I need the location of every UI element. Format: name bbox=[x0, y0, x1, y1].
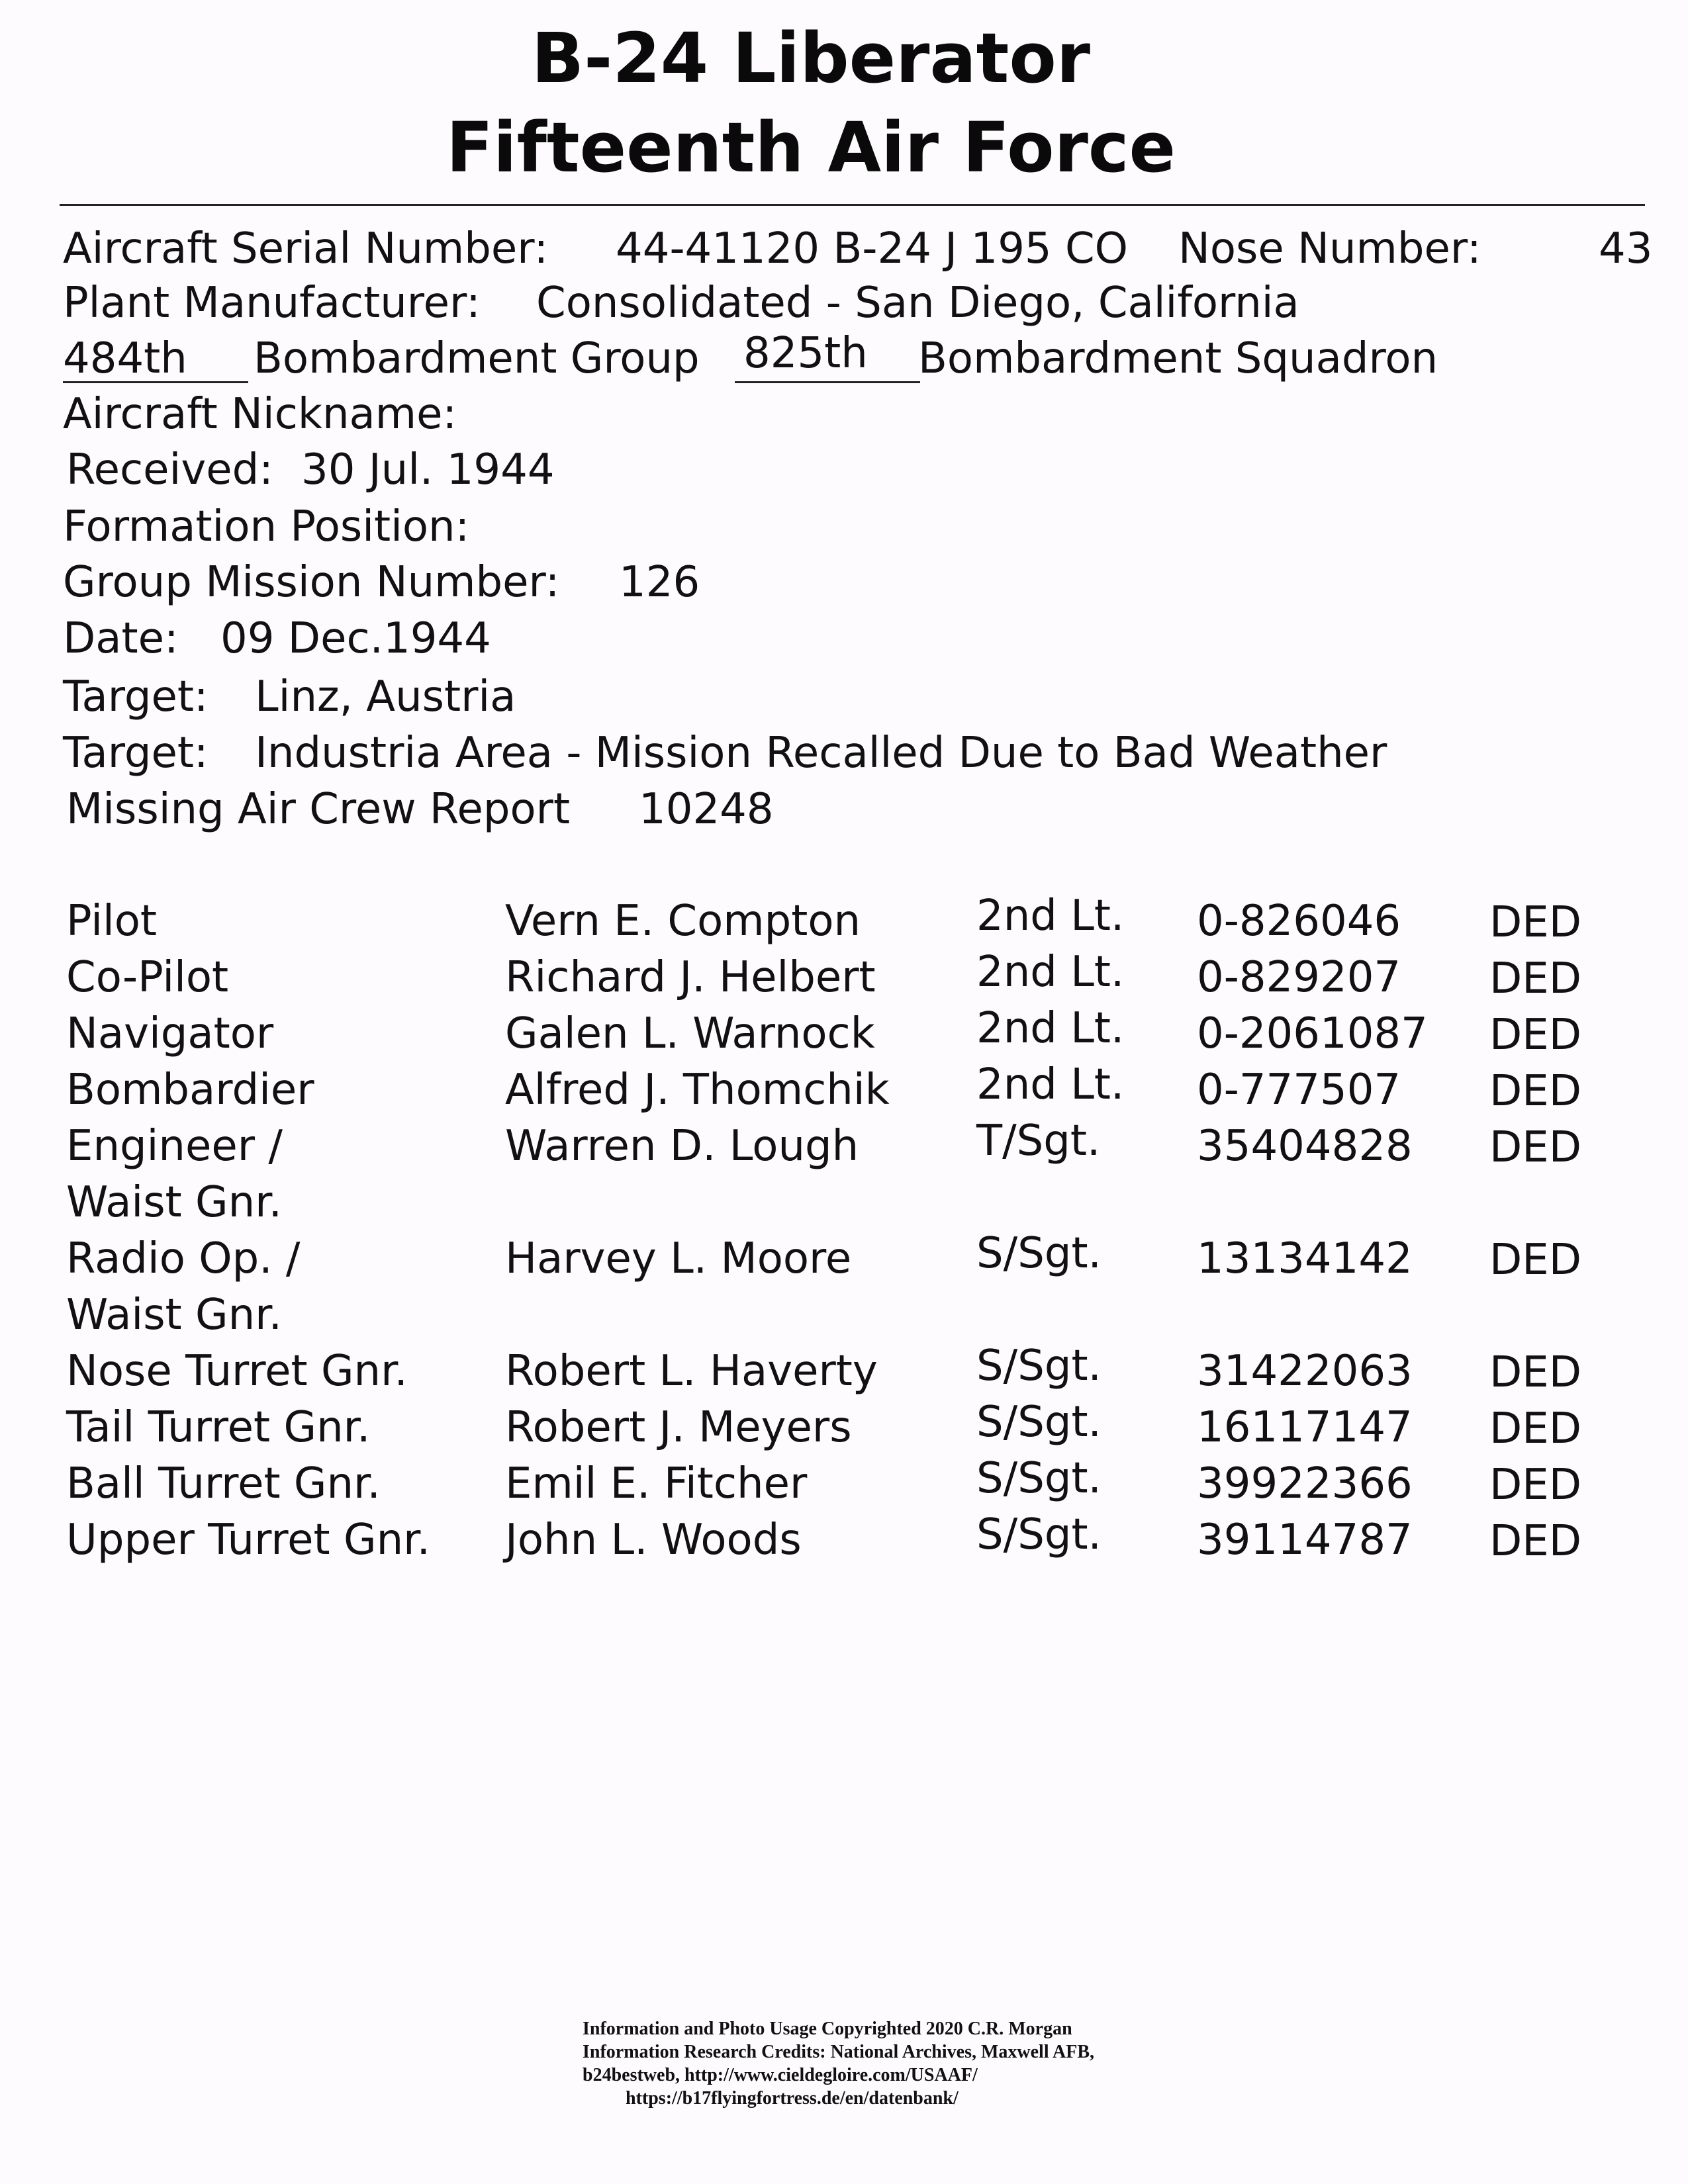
crew-serial: 31422063 bbox=[1197, 1347, 1413, 1396]
crew-position: Pilot bbox=[66, 897, 157, 946]
macr-label: Missing Air Crew Report bbox=[66, 785, 571, 834]
crew-name: Emil E. Fitcher bbox=[505, 1459, 808, 1508]
page-title: B-24 Liberator bbox=[531, 18, 1091, 99]
crew-name: John L. Woods bbox=[505, 1516, 802, 1565]
crew-serial: 39922366 bbox=[1197, 1459, 1413, 1508]
nickname-label: Aircraft Nickname: bbox=[63, 390, 457, 439]
crew-name: Richard J. Helbert bbox=[505, 953, 876, 1002]
crew-position: Navigator bbox=[66, 1009, 274, 1058]
crew-status: DED bbox=[1489, 1011, 1581, 1060]
crew-rank: 2nd Lt. bbox=[976, 1060, 1125, 1109]
footer-line-4: https://b17flyingfortress.de/en/datenbank/ bbox=[626, 2088, 959, 2109]
plant-value: Consolidated - San Diego, California bbox=[536, 279, 1299, 328]
crew-position: Bombardier bbox=[66, 1066, 314, 1115]
received-label: Received: bbox=[66, 445, 273, 494]
crew-status: DED bbox=[1489, 954, 1581, 1003]
crew-status: DED bbox=[1489, 1404, 1581, 1453]
crew-status: DED bbox=[1489, 1123, 1581, 1172]
crew-serial: 0-777507 bbox=[1197, 1066, 1401, 1115]
page-subtitle: Fifteenth Air Force bbox=[445, 107, 1176, 188]
crew-serial: 0-826046 bbox=[1197, 897, 1401, 946]
target2-label: Target: bbox=[63, 729, 209, 778]
crew-position: Co-Pilot bbox=[66, 953, 229, 1002]
crew-status: DED bbox=[1489, 1348, 1581, 1397]
mission-label: Group Mission Number: bbox=[63, 558, 560, 607]
crew-rank: 2nd Lt. bbox=[976, 1004, 1125, 1053]
formation-label: Formation Position: bbox=[63, 502, 470, 551]
mission-value: 126 bbox=[619, 558, 700, 607]
crew-status: DED bbox=[1489, 1517, 1581, 1566]
squadron-number: 825th bbox=[743, 329, 868, 378]
crew-rank: S/Sgt. bbox=[976, 1229, 1102, 1278]
crew-rank: S/Sgt. bbox=[976, 1510, 1102, 1559]
crew-rank: 2nd Lt. bbox=[976, 891, 1125, 940]
crew-serial: 13134142 bbox=[1197, 1234, 1413, 1283]
crew-rank: 2nd Lt. bbox=[976, 948, 1125, 997]
crew-position: Nose Turret Gnr. bbox=[66, 1347, 408, 1396]
crew-position-line2: Waist Gnr. bbox=[66, 1291, 282, 1340]
crew-status: DED bbox=[1489, 1461, 1581, 1510]
footer-line-2: Information Research Credits: National Archives, Maxwell AFB, bbox=[583, 2042, 1095, 2062]
crew-rank: T/Sgt. bbox=[976, 1116, 1101, 1165]
nose-label: Nose Number: bbox=[1178, 224, 1481, 273]
plant-label: Plant Manufacturer: bbox=[63, 279, 481, 328]
crew-name: Harvey L. Moore bbox=[505, 1234, 852, 1283]
date-value: 09 Dec.1944 bbox=[220, 614, 491, 663]
serial-value: 44-41120 B-24 J 195 CO bbox=[616, 224, 1129, 273]
crew-name: Vern E. Compton bbox=[505, 897, 861, 946]
crew-position: Tail Turret Gnr. bbox=[66, 1403, 371, 1452]
crew-name: Galen L. Warnock bbox=[505, 1009, 875, 1058]
crew-rank: S/Sgt. bbox=[976, 1454, 1102, 1503]
crew-position: Ball Turret Gnr. bbox=[66, 1459, 381, 1508]
footer-line-3: b24bestweb, http://www.cieldegloire.com/USAAF/ bbox=[583, 2065, 978, 2085]
group-label: Bombardment Group bbox=[254, 334, 700, 383]
crew-position: Engineer / bbox=[66, 1122, 283, 1171]
crew-serial: 16117147 bbox=[1197, 1403, 1413, 1452]
crew-serial: 0-829207 bbox=[1197, 953, 1401, 1002]
crew-name: Alfred J. Thomchik bbox=[505, 1066, 890, 1115]
footer-line-1: Information and Photo Usage Copyrighted 2020 C.R. Morgan bbox=[583, 2019, 1072, 2039]
crew-name: Robert L. Haverty bbox=[505, 1347, 878, 1396]
crew-status: DED bbox=[1489, 1236, 1581, 1285]
crew-position: Radio Op. / bbox=[66, 1234, 301, 1283]
crew-name: Robert J. Meyers bbox=[505, 1403, 852, 1452]
crew-serial: 0-2061087 bbox=[1197, 1009, 1428, 1058]
squadron-underline bbox=[735, 381, 920, 383]
crew-rank: S/Sgt. bbox=[976, 1342, 1102, 1390]
group-underline bbox=[63, 381, 248, 383]
crew-position-line2: Waist Gnr. bbox=[66, 1178, 282, 1227]
crew-name: Warren D. Lough bbox=[505, 1122, 859, 1171]
target1-label: Target: bbox=[63, 672, 209, 721]
crew-serial: 39114787 bbox=[1197, 1516, 1413, 1565]
crew-serial: 35404828 bbox=[1197, 1122, 1413, 1171]
target2-value: Industria Area - Mission Recalled Due to Bad Weather bbox=[255, 729, 1387, 778]
macr-value: 10248 bbox=[639, 785, 774, 834]
group-number: 484th bbox=[63, 334, 187, 383]
crew-position: Upper Turret Gnr. bbox=[66, 1516, 430, 1565]
nose-value: 43 bbox=[1599, 224, 1653, 273]
squadron-label: Bombardment Squadron bbox=[918, 334, 1438, 383]
date-label: Date: bbox=[63, 614, 179, 663]
serial-label: Aircraft Serial Number: bbox=[63, 224, 548, 273]
crew-status: DED bbox=[1489, 898, 1581, 947]
target1-value: Linz, Austria bbox=[255, 672, 516, 721]
received-value: 30 Jul. 1944 bbox=[301, 445, 555, 494]
title-divider bbox=[60, 204, 1645, 206]
crew-rank: S/Sgt. bbox=[976, 1398, 1102, 1447]
crew-status: DED bbox=[1489, 1067, 1581, 1116]
